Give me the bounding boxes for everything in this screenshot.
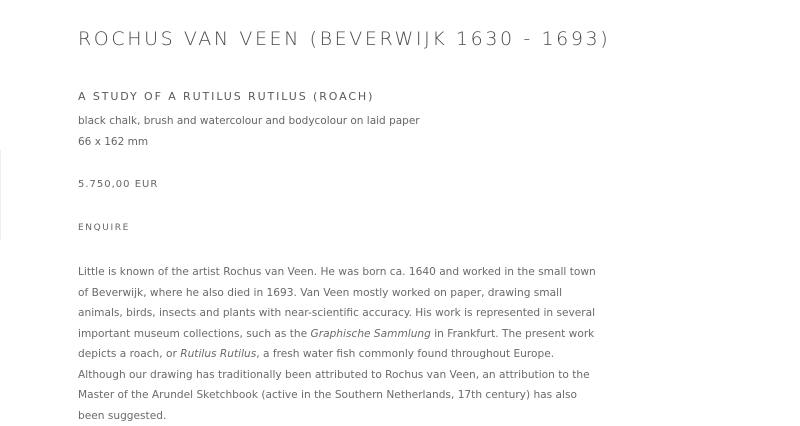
artwork-title: A STUDY OF A RUTILUS RUTILUS (ROACH) xyxy=(78,90,375,103)
artwork-price: 5.750,00 EUR xyxy=(78,179,159,190)
page-edge-divider xyxy=(0,150,1,240)
description-text-1: Little is known of the artist Rochus van Veen. He was born ca. 1640 and worked in the small town of Beverwijk, where he also died in 1693. Van Veen mostly worked on paper, drawing small animals, birds, insects and plants with near-scientific accuracy. His work is represented in several important museum collections, such as the xyxy=(78,266,596,340)
artwork-medium: black chalk, brush and watercolour and bodycolour on laid paper xyxy=(78,115,420,127)
artwork-description xyxy=(78,262,598,426)
description-italic-collection: Graphische Sammlung xyxy=(310,327,431,340)
artwork-dimensions: 66 x 162 mm xyxy=(78,136,149,148)
description-text-2: in Frankfurt. The present work depicts a roach, or xyxy=(78,327,595,360)
description-text-3: , a fresh water fish commonly found throughout Europe. Although our drawing has traditionally been attributed to Rochus van Veen, an attribution to the Master of the Arundel Sketchbook (active in the Southern Netherlands, 17th century) has also been suggested. xyxy=(78,348,590,422)
enquire-link[interactable]: ENQUIRE xyxy=(78,223,130,233)
artist-heading: ROCHUS VAN VEEN (BEVERWIJK 1630 - 1693) xyxy=(78,28,611,50)
description-italic-species: Rutilus Rutilus xyxy=(180,348,257,360)
